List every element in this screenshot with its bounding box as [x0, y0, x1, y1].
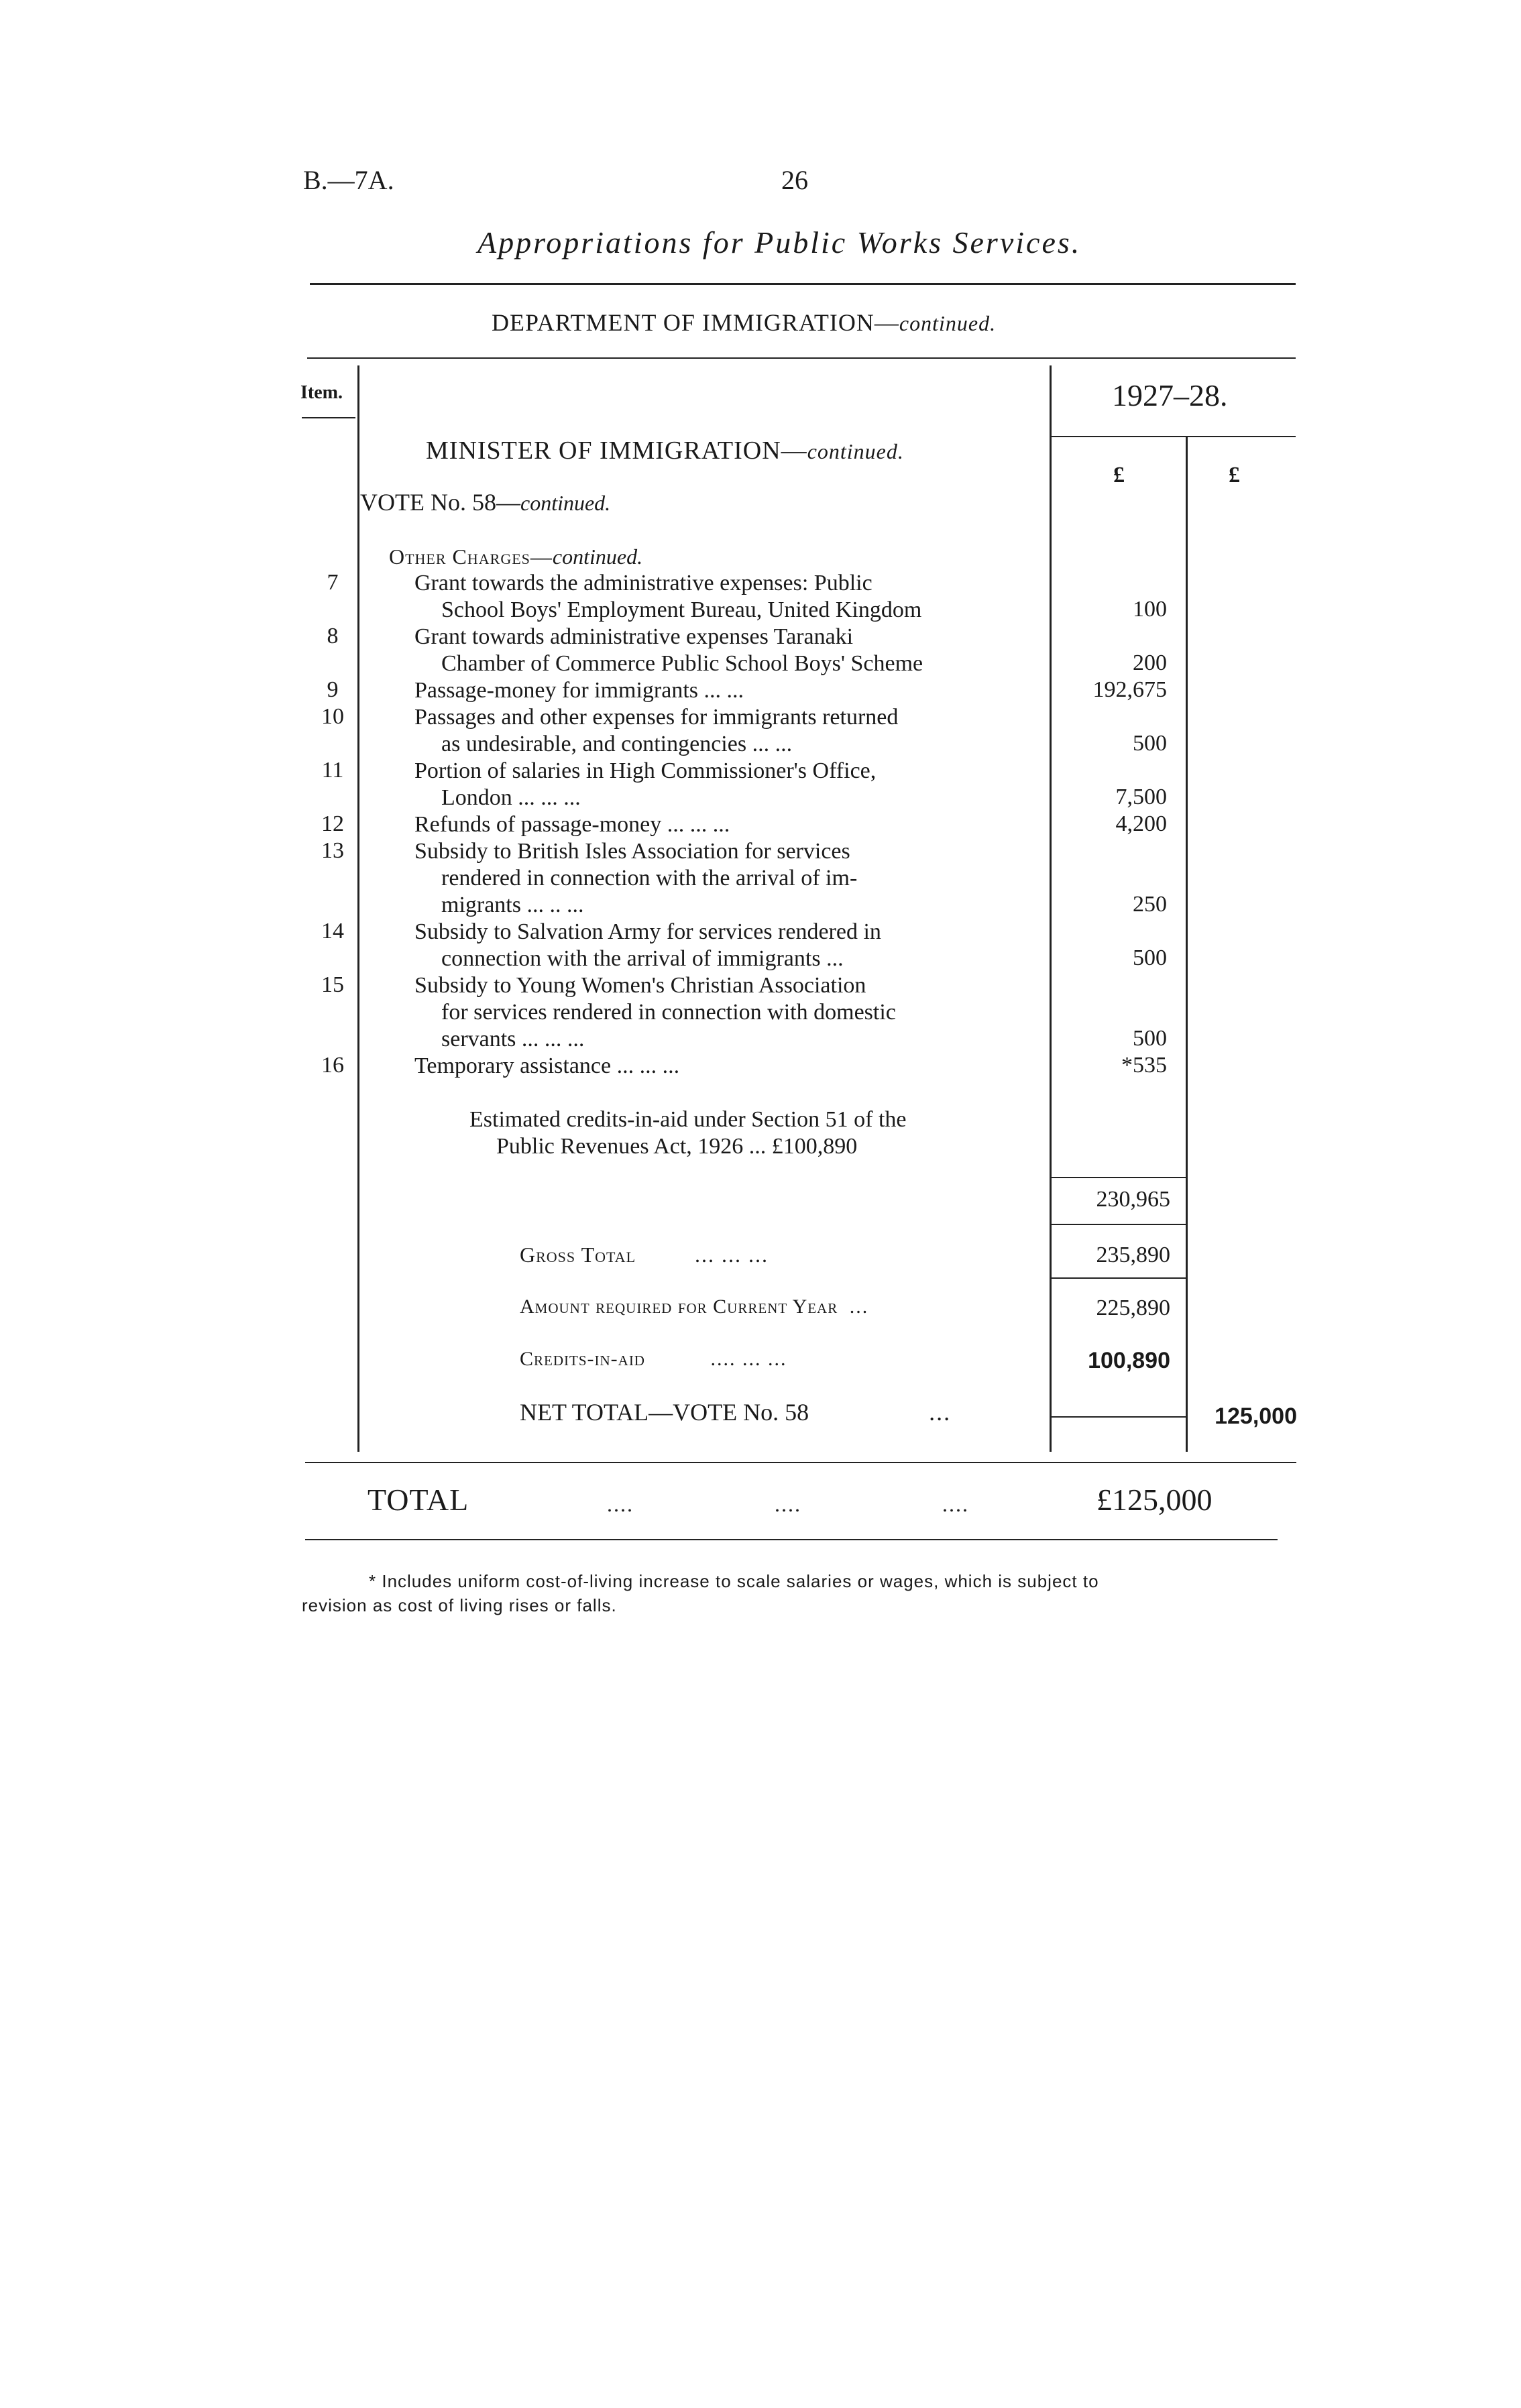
table-bottom-rule [305, 1462, 1296, 1463]
total-value: £125,000 [1096, 1483, 1213, 1517]
title-rule [310, 283, 1296, 285]
amount-required-label: Amount required for Current Year ... [520, 1296, 869, 1318]
subtotal-rule [1052, 1177, 1186, 1178]
total-label: TOTAL [368, 1483, 469, 1517]
credits-in-aid-note: Estimated credits-in-aid under Section 51 of the Public Revenues Act, 1926 ... £100,890 [469, 1107, 907, 1159]
item-description: Passage-money for immigrants ... ... [414, 678, 744, 703]
total-dots: .... .... .... [607, 1492, 969, 1516]
credits-in-aid-label: Credits-in-aid .... ... ... [520, 1348, 787, 1370]
item-amount: *535 [1121, 1053, 1167, 1078]
item-number: 7 [327, 570, 339, 595]
total-column-divider [1186, 436, 1188, 1452]
item-number: 16 [321, 1053, 344, 1078]
currency-symbol-col2: £ [1229, 463, 1240, 488]
item-number: 13 [321, 838, 344, 863]
page-number: 26 [781, 165, 808, 195]
item-description: Passages and other expenses for immigrants returned as undesirable, and contingencies ... ... [414, 705, 899, 756]
item-description: Subsidy to Young Women's Christian Association for services rendered in connection with domestic servants ... ... ... [414, 973, 896, 1051]
item-amount: 192,675 [1092, 677, 1167, 702]
item-column-divider [357, 365, 359, 1452]
item-amount: 7,500 [1115, 785, 1167, 809]
item-description: Portion of salaries in High Commissioner's Office, London ... ... ... [414, 758, 877, 810]
item-description: Refunds of passage-money ... ... ... [414, 812, 730, 837]
item-amount: 250 [1133, 892, 1167, 917]
amount-required-value: 225,890 [1096, 1296, 1170, 1320]
department-heading: DEPARTMENT OF IMMIGRATION—continued. [492, 309, 997, 336]
item-description: Subsidy to British Isles Association for services rendered in connection with the arrival of im- migrants ... .. ... [414, 839, 858, 917]
item-amount: 100 [1133, 597, 1167, 622]
item-number: 11 [321, 758, 344, 783]
item-description: Subsidy to Salvation Army for services rendered in connection with the arrival of immigrants ... [414, 919, 881, 971]
footnote: * Includes uniform cost-of-living increase to scale salaries or wages, which is subject to revision as cost of living rises or falls. [302, 1571, 1099, 1615]
table-top-rule [307, 357, 1296, 359]
year-header-rule [1052, 436, 1296, 437]
minister-heading: MINISTER OF IMMIGRATION—continued. [426, 437, 904, 465]
year-column-header: 1927–28. [1112, 378, 1228, 412]
net-total-label: NET TOTAL—VOTE No. 58 ... [520, 1399, 952, 1426]
item-amount: 500 [1133, 1026, 1167, 1051]
item-header-rule [302, 417, 355, 418]
item-description: Temporary assistance ... ... ... [414, 1053, 680, 1078]
section-heading: Other Charges—continued. [389, 544, 643, 569]
item-amount: 4,200 [1115, 811, 1167, 836]
item-amount: 500 [1133, 945, 1167, 970]
item-number: 8 [327, 624, 339, 648]
item-number: 15 [321, 972, 344, 997]
net-total-value: 125,000 [1215, 1403, 1297, 1429]
subtotal-value: 230,965 [1096, 1187, 1170, 1212]
net-total-rule [1052, 1416, 1186, 1418]
item-amount: 500 [1133, 731, 1167, 756]
vote-heading: VOTE No. 58—continued. [360, 489, 611, 516]
item-column-header: Item. [300, 382, 343, 403]
item-number: 9 [327, 677, 339, 702]
gross-total-rule [1052, 1277, 1186, 1279]
gross-total-value: 235,890 [1096, 1243, 1170, 1267]
item-number: 10 [321, 704, 344, 729]
page-title: Appropriations for Public Works Services. [477, 225, 1082, 260]
credits-in-aid-value: 100,890 [1088, 1348, 1170, 1373]
page-reference: B.—7A. [303, 165, 394, 195]
item-number: 14 [321, 919, 344, 943]
currency-symbol-col1: £ [1113, 463, 1125, 488]
item-description: Grant towards the administrative expenses: Public School Boys' Employment Bureau, United Kingdom [414, 571, 922, 622]
item-description: Grant towards administrative expenses Taranaki Chamber of Commerce Public School Boys' Scheme [414, 624, 923, 676]
item-amount: 200 [1133, 650, 1167, 675]
subtotal-bottom-rule [1052, 1224, 1186, 1225]
total-bottom-rule [305, 1539, 1278, 1540]
gross-total-label: Gross Total ... ... ... [520, 1243, 769, 1267]
item-number: 12 [321, 811, 344, 836]
